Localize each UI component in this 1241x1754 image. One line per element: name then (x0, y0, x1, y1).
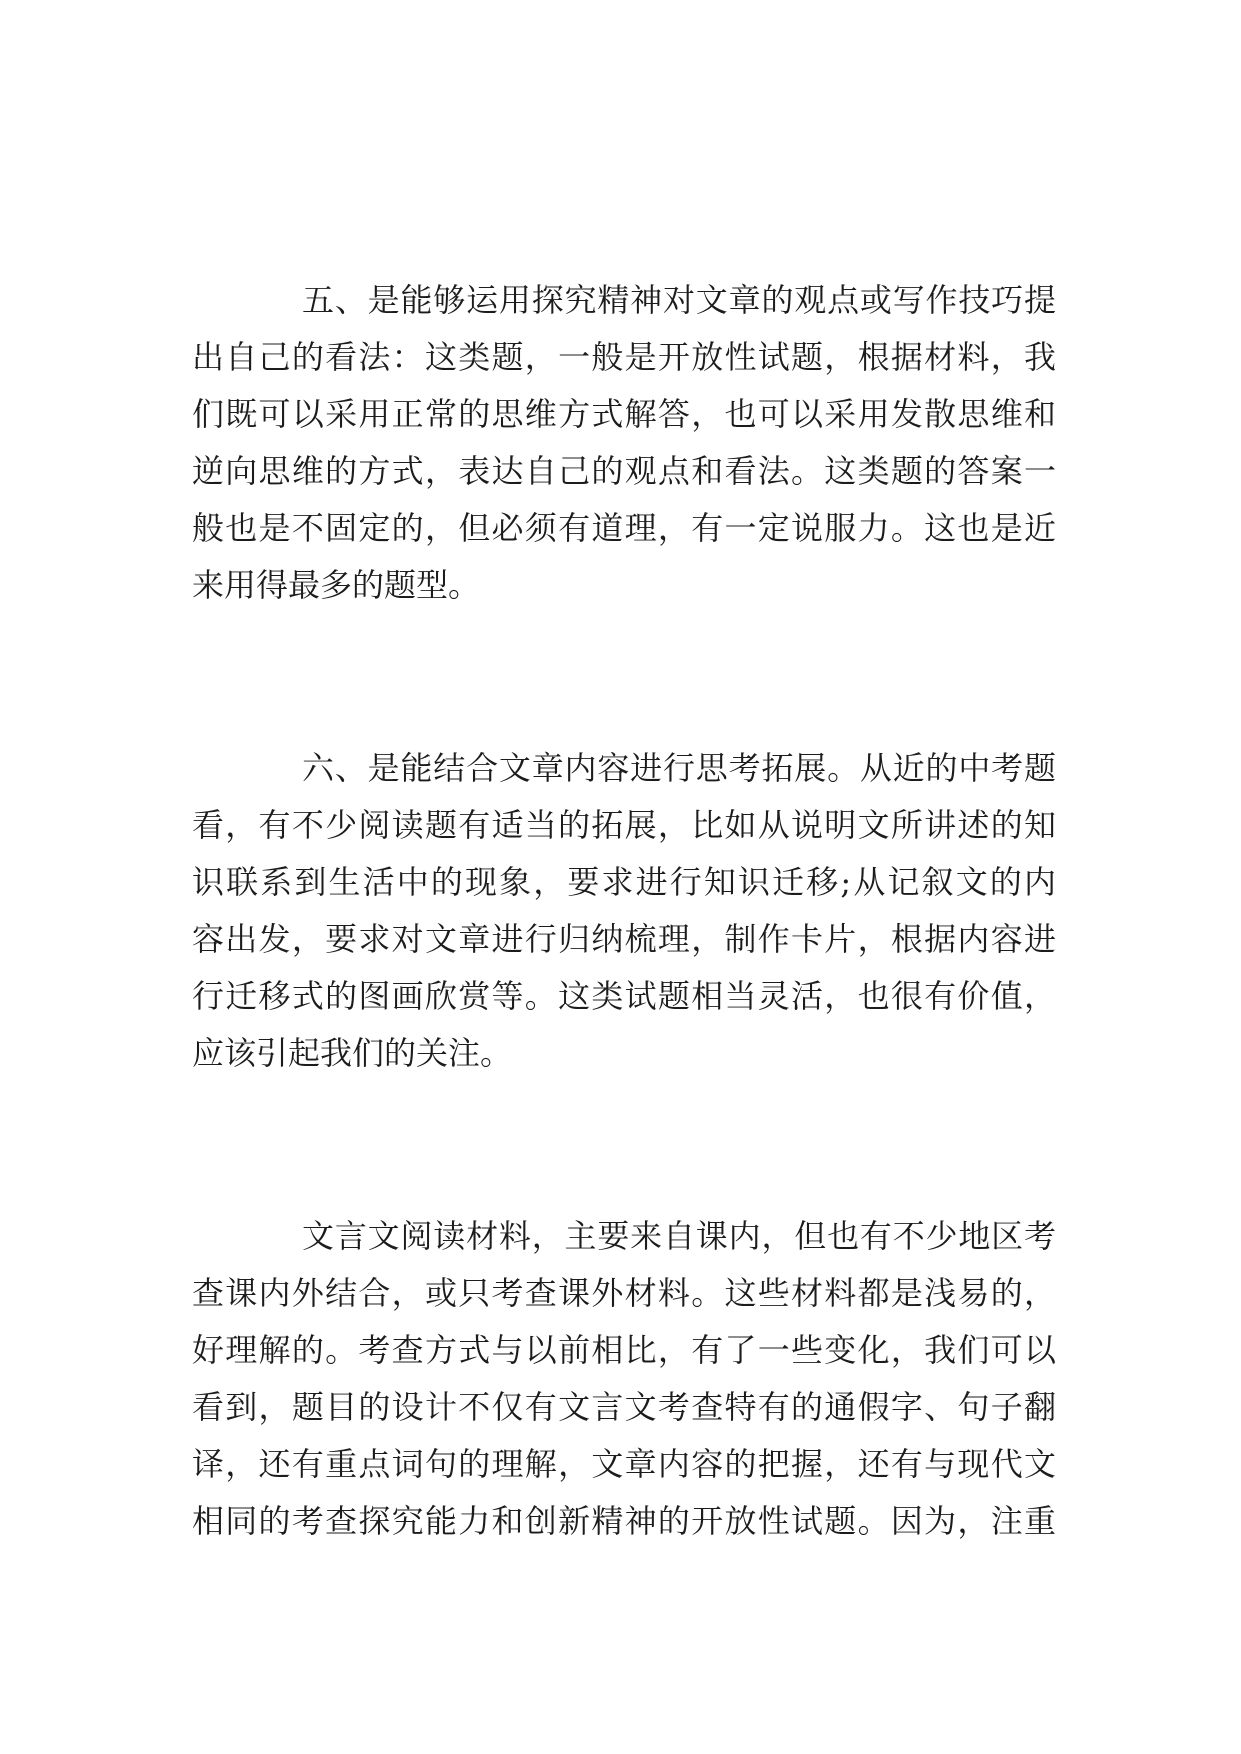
text-line: 逆向思维的方式，表达自己的观点和看法。这类题的答案一 (192, 452, 1056, 490)
text-line: 相同的考查探究能力和创新精神的开放性试题。因为，注重 (192, 1502, 1056, 1540)
text-line: 们既可以采用正常的思维方式解答，也可以采用发散思维和 (192, 395, 1056, 433)
text-line: 六、是能结合文章内容进行思考拓展。从近的中考题 (302, 749, 1056, 787)
text-line: 出自己的看法：这类题，一般是开放性试题，根据材料，我 (192, 338, 1056, 376)
text-line: 般也是不固定的，但必须有道理，有一定说服力。这也是近 (192, 509, 1056, 547)
text-line: 容出发，要求对文章进行归纳梳理，制作卡片，根据内容进 (192, 920, 1056, 958)
text-line: 好理解的。考查方式与以前相比，有了一些变化，我们可以 (192, 1331, 1056, 1369)
text-line: 五、是能够运用探究精神对文章的观点或写作技巧提 (302, 281, 1056, 319)
text-line: 看，有不少阅读题有适当的拓展，比如从说明文所讲述的知 (192, 806, 1056, 844)
text-line: 查课内外结合，或只考查课外材料。这些材料都是浅易的， (192, 1274, 1056, 1312)
paragraph-reading-inquiry (192, 272, 1056, 614)
paragraph-classical-chinese (192, 1208, 1056, 1550)
text-line: 来用得最多的题型。 (192, 566, 481, 604)
paragraph-reading-extension (192, 740, 1056, 1082)
text-line: 应该引起我们的关注。 (192, 1034, 513, 1072)
text-line: 译，还有重点词句的理解，文章内容的把握，还有与现代文 (192, 1445, 1056, 1483)
text-line: 识联系到生活中的现象，要求进行知识迁移;从记叙文的内 (192, 863, 1056, 901)
text-line: 看到，题目的设计不仅有文言文考查特有的通假字、句子翻 (192, 1388, 1056, 1426)
text-line: 行迁移式的图画欣赏等。这类试题相当灵活，也很有价值， (192, 977, 1056, 1015)
text-line: 文言文阅读材料，主要来自课内，但也有不少地区考 (302, 1217, 1056, 1255)
